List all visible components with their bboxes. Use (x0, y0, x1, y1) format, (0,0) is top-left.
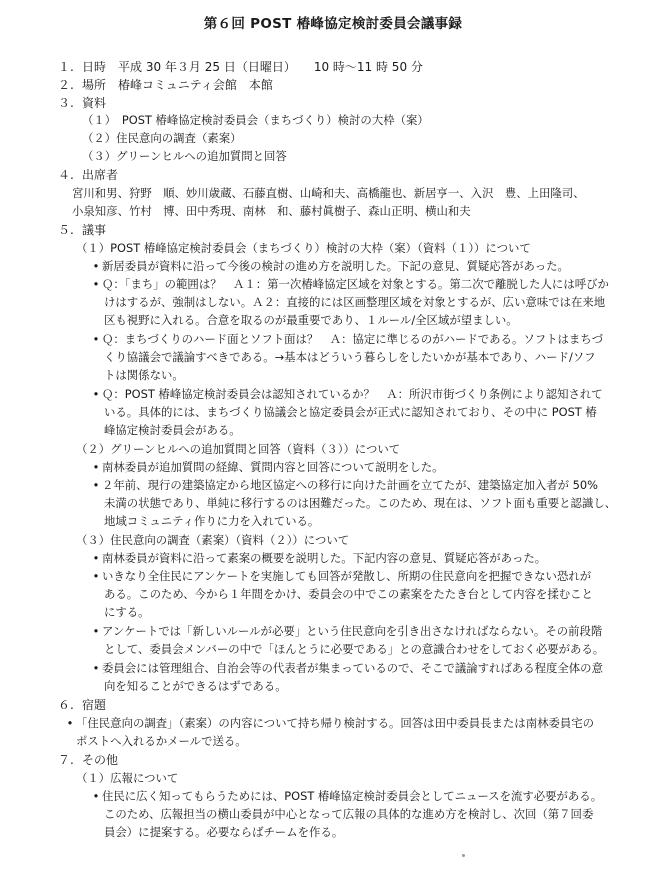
section-label: 議事 (82, 223, 107, 237)
bullet-mark: • (92, 277, 100, 291)
homework-text: ポストへ入れるかメールで送る。 (76, 734, 247, 748)
agenda-heading-2: （２）グリーンヒルへの追加質問と回答（資料（３））について (76, 442, 401, 456)
section-number: ５. (58, 223, 74, 237)
agenda-bullet-line (90, 458, 444, 476)
agenda-text: Ｑ：POST 椿峰協定検討委員会は認知されているか？ Ａ：所沢市街づくり条例により認知されて (102, 387, 603, 401)
agenda-text: 峰協定検討委員会がある。 (104, 423, 241, 437)
section-attendees (58, 166, 118, 183)
bullet-mark: • (92, 569, 100, 583)
agenda-text: ある。このため、今から１年間をかけ、委員会の中でこの素案をたたき台として内容を揉むこと (104, 587, 593, 601)
material-item: （２）住民意向の調査（素案） (82, 131, 242, 145)
homework-bullet-line (64, 714, 594, 732)
agenda-text: 委員会には管理組合、自治会等の代表者が集まっているので、そこで議論すればある程度全体の意 (102, 661, 603, 675)
section-location (58, 76, 273, 93)
material-item: （１） POST 椿峰協定検討委員会（まちづくり）検討の大枠（案） (82, 113, 429, 127)
agenda-bullet-line (90, 659, 603, 677)
other-text: 住民に広く知ってもらうためには、POST 椿峰協定検討委員会としてニュースを流す必要がある。 (102, 789, 603, 803)
section-number: ４. (58, 168, 74, 182)
agenda-heading-3: （３）住民意向の調査（素案）（資料（２））について (76, 533, 350, 547)
agenda-text: Ｑ：「まち」の範囲は？ Ａ１：第一次椿峰協定区域を対象とする。第二次で離脱した人には呼びか (102, 277, 609, 291)
agenda-bullet-line (90, 330, 603, 348)
section-number: ７. (58, 753, 74, 767)
scan-speck (462, 854, 465, 857)
section-label: 資料 (82, 96, 107, 110)
agenda-text: いきなり全住民にアンケートを実施しても回答が発散し、所期の住民意向を把握できない恐れが (102, 569, 592, 583)
section-number: ３. (58, 96, 74, 110)
agenda-text: 区も視野に入れる。合意を取るのが最重要であり、１ルール/全区域が望ましい。 (104, 313, 518, 327)
attendee-line: 小泉知彦、竹村 博、田中秀現、南林 和、藤村眞樹子、森山正明、横山和夫 (72, 204, 471, 218)
section-number: ６. (58, 698, 74, 712)
section-other (58, 751, 118, 768)
section-label: 場所 (82, 78, 107, 92)
agenda-bullet-line (90, 257, 569, 275)
bullet-mark: • (92, 624, 100, 638)
homework-text: 「住民意向の調査」（素案）の内容について持ち帰り検討する。回答は田中委員長または南林委員宅の (76, 716, 595, 730)
datetime-text: 平成 30 年３月 25 日（日曜日） 10 時～11 時 50 分 (118, 60, 423, 74)
agenda-bullet-line (90, 385, 603, 403)
other-heading: （１）広報について (76, 771, 179, 785)
agenda-text: にする。 (104, 605, 150, 619)
other-bullet-line (90, 787, 602, 805)
agenda-text: ２年前、現行の建築協定から地区協定への移行に向けた計画を立てたが、建築協定加入者が 50% (102, 478, 598, 492)
agenda-bullet-line (90, 275, 609, 293)
document-title: 第６回 POST 椿峰協定検討委員会議事録 (203, 16, 463, 32)
section-homework (58, 696, 106, 713)
section-number: １. (58, 60, 74, 74)
material-item: （３）グリーンヒルへの追加質問と回答 (82, 149, 287, 163)
agenda-text: Ｑ：まちづくりのハード面とソフト面は？ Ａ：協定に準じるのがハードである。ソフトはまちづ (102, 332, 603, 346)
agenda-text: けはするが、強制はしない。Ａ２：直接的には区画整理区域を対象とするが、広い意味では在来地 (104, 295, 606, 309)
agenda-bullet-line (90, 622, 602, 640)
bullet-mark: • (92, 332, 100, 346)
location-text: 椿峰コミュニティ会館 本館 (118, 78, 273, 92)
agenda-text: 新居委員が資料に沿って今後の検討の進め方を説明した。下記の意見、質疑応答があった。 (102, 259, 569, 273)
agenda-heading-1: （１）POST 椿峰協定検討委員会（まちづくり）検討の大枠（案）（資料（１））について (76, 241, 531, 255)
agenda-bullet-line (90, 549, 546, 567)
section-datetime (58, 58, 423, 75)
section-agenda (58, 221, 106, 238)
agenda-text: 南林委員が資料に沿って素案の概要を説明した。下記内容の意見、質疑応答があった。 (102, 551, 547, 565)
agenda-text: 地域コミュニティ作りに力を入れている。 (104, 514, 320, 528)
bullet-mark: • (66, 716, 74, 730)
bullet-mark: • (92, 789, 100, 803)
agenda-text: いる。具体的には、まちづくり協議会と協定委員会が正式に認知されており、その中に POST 椿 (104, 405, 597, 419)
section-label: 出席者 (82, 168, 119, 182)
attendee-line: 宮川和男、狩野 順、妙川歳蔵、石藤直樹、山崎和夫、高橋龍也、新居亨一、入沢 豊、上田隆司、 (72, 186, 585, 200)
agenda-text: 向を知ることができるはずである。 (104, 679, 287, 693)
bullet-mark: • (92, 478, 100, 492)
bullet-mark: • (92, 551, 100, 565)
agenda-text: 未満の状態であり、単純に移行するのは困難だった。このため、現在は、ソフト面も重要と認識し、 (104, 496, 617, 510)
other-text: このため、広報担当の横山委員が中心となって広報の具体的な進め方を検討し、次回（第７回委 (104, 807, 594, 821)
section-label: 日時 (82, 60, 107, 74)
agenda-text: 南林委員が追加質問の経緯、質問内容と回答について説明をした。 (102, 460, 444, 474)
bullet-mark: • (92, 460, 100, 474)
agenda-text: アンケートでは「新しいルールが必要」という住民意向を引き出さなければならない。その前段階 (102, 624, 603, 638)
agenda-text: くり協議会で議論すべきである。→基本はどういう暮らしをしたいかが基本であり、ハード/ソフ (104, 350, 596, 364)
section-label: 宿題 (82, 698, 107, 712)
section-label: その他 (82, 753, 119, 767)
agenda-text: トは関係ない。 (104, 368, 184, 382)
agenda-bullet-line (90, 476, 598, 494)
bullet-mark: • (92, 661, 100, 675)
bullet-mark: • (92, 387, 100, 401)
other-text: 員会）に提案する。必要ならばチームを作る。 (104, 825, 344, 839)
agenda-bullet-line (90, 567, 591, 585)
bullet-mark: • (92, 259, 100, 273)
agenda-text: として、委員会メンバーの中で「ほんとうに必要である」との意識合わせをしておく必要がある。 (104, 642, 605, 656)
section-materials (58, 94, 106, 111)
section-number: ２. (58, 78, 74, 92)
